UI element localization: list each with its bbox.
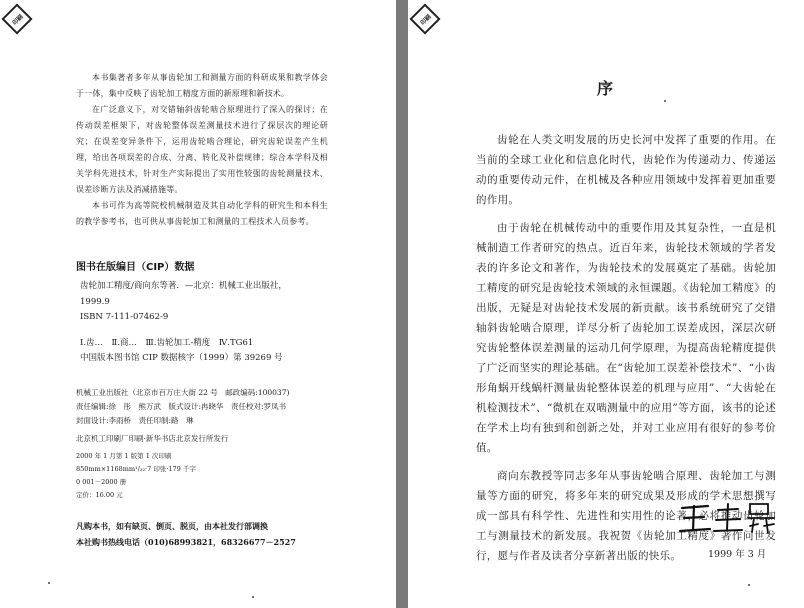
handwritten-signature — [678, 500, 778, 536]
corner-badge — [1, 3, 32, 34]
scan-speck — [748, 584, 750, 586]
cip-heading: 图书在版编目（CIP）数据 — [76, 262, 195, 273]
cip-line: ISBN 7-111-07462-9 — [80, 312, 169, 322]
notice-line: 本社购书热线电话（010)68993821，68326677－2527 — [76, 537, 296, 547]
copies-line: 0 001－2000 册 — [76, 478, 127, 486]
abstract-paragraph: 本书集著者多年从事齿轮加工和测量方面的科研成果和教学体会于一体，集中反映了齿轮加工精度方面的新原理和新技术。 — [76, 73, 328, 98]
preface-paragraph: 商向东教授等同志多年从事齿轮啮合原理、齿轮加工与测量等方面的研究，将多年来的研究成果及形成的学术思想撰写成一部具有科学性、先进性和实用性的论著，必将推动齿轮加工与测量技术的新发展。我祝贺《齿轮加工精度》著作问世发行，愿与作者及读者分享新著出版的快乐。 — [476, 470, 776, 562]
scan-speck — [252, 596, 254, 598]
preface-title: 序 — [596, 79, 615, 98]
cip-block — [80, 279, 360, 367]
preface-paragraph: 由于齿轮在机械传动中的重要作用及其复杂性，一直是机械制造工作者研究的热点。近百年来，齿轮技术领域的学者发表的许多论文和著作，为齿轮技术的发展奠定了基础。齿轮加工精度的研究是齿轮技术领域的永恒课题。《齿轮加工精度》的出版，无疑是对齿轮技术发展的新贡献。该书系统研究了交错轴斜齿轮啮合原理，详尽分析了齿轮加工误差成因，深层次研究齿轮整体误差测量的运动几何学原理，为提高齿轮精度提供了广泛而坚实的理论基础。在“齿轮加工误差补偿技术”、“小齿形角蜗开线蜗杆测量齿轮整体误差的机理与应用”、“大齿轮在机检测技术”、“微机在双啮测量中的应用”等方面，该书的论述在学术上均有独到和创新之处，并对工业应用有很好的参考价值。 — [476, 222, 776, 454]
editors-line: 责任编辑:徐 彤 熊万武 版式设计:冉晓华 责任校对:罗凤书 — [76, 402, 287, 411]
corner-badge-label: 印刷 — [10, 12, 25, 27]
notice-line: 凡购本书，如有缺页、倒页、脱页，由本社发行部调换 — [76, 521, 268, 531]
cip-subjects: Ⅰ.齿… Ⅱ.商… Ⅲ.齿轮加工-精度 Ⅳ.TG61 — [80, 337, 254, 348]
scan-speck — [664, 100, 666, 102]
publication-info — [76, 386, 376, 502]
corner-badge-label: 印刷 — [418, 12, 433, 27]
cip-line: 齿轮加工精度/商向东等著．—北京：机械工业出版社， — [80, 281, 287, 291]
corner-badge — [409, 3, 440, 34]
scan-speck — [48, 582, 50, 584]
book-abstract — [76, 70, 328, 230]
abstract-paragraph: 在广泛意义下，对交错轴斜齿轮啮合原理进行了深入的探讨；在传动误差框架下，对齿轮整体误差测量技术进行了探层次的理论研究；在误差变异条件下，运用齿轮啮合理论，研究齿轮误差产生机理，给出各项误差的合成、分离、转化及补偿规律；综合本学科及相关学科先进技术，针对生产实际提出了实用性较强的齿轮测量技术、误差诊断方法及消减措施等。 — [76, 105, 328, 194]
format-line: 850mm×1168mm¹/₃₂·7 印张·179 千字 — [76, 465, 196, 473]
purchase-notice — [76, 518, 376, 550]
right-page — [408, 0, 804, 608]
preface-paragraph: 齿轮在人类文明发展的历史长河中发挥了重要的作用。在当前的全球工业化和信息化时代，齿轮作为传递动力、传递运动的重要传动元件，在机械及各种应用领域中发挥着更加重要的作用。 — [476, 134, 776, 206]
left-page — [0, 0, 396, 608]
preface-date: 1999 年 3 月 — [708, 549, 767, 560]
design-line: 封面设计:李雨桥 责任印制:路 琳 — [76, 416, 194, 425]
cip-number: 中国版本图书馆 CIP 数据核字（1999）第 39269 号 — [80, 353, 283, 363]
publisher-line: 机械工业出版社（北京市百万庄大街 22 号 邮政编码:100037) — [76, 388, 290, 397]
cip-line: 1999.9 — [80, 296, 110, 307]
price-line: 定价：16.00 元 — [76, 491, 123, 499]
edition-line: 2000 年 1 月第 1 版第 1 次印刷 — [76, 452, 172, 460]
printer-line: 北京机工印刷厂印刷·新华书店北京发行所发行 — [76, 434, 229, 443]
abstract-paragraph: 本书可作为高等院校机械制造及其自动化学科的研究生和本科生的教学参考书，也可供从事齿轮加工和测量的工程技术人员参考。 — [76, 201, 328, 226]
